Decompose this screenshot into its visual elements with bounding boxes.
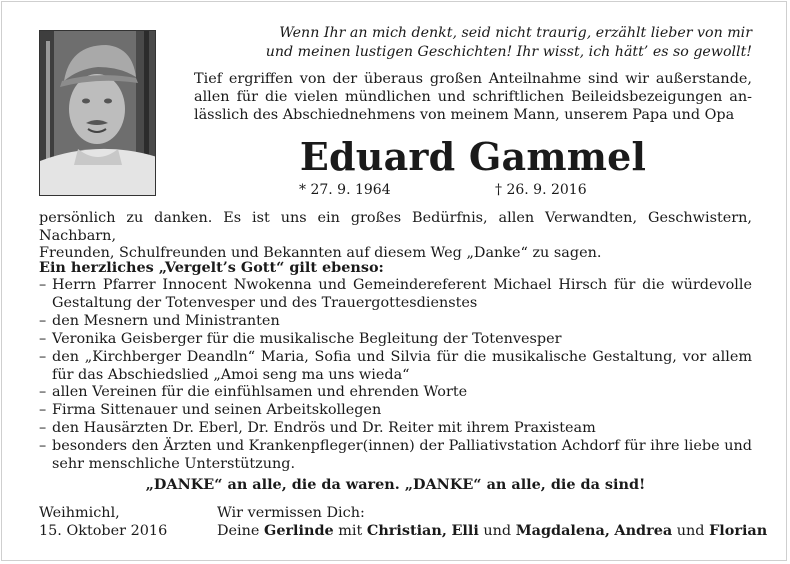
intro-line: Tief ergriffen von der überaus großen Anteilnahme sind wir außerstande, [194, 71, 752, 87]
list-item: – Herrn Pfarrer Innocent Nwokenna und Gemeindereferent Michael Hirsch für die würdevolle Gestaltung der Totenvesper und des Trauergottesdienstes [39, 277, 752, 313]
portrait-photo [39, 30, 156, 196]
sig-name: Elli [451, 522, 479, 539]
paragraph-line: Freunden, Schulfreunden und Bekannten auf diesem Weg „Danke“ zu sagen. [39, 245, 602, 261]
signature-intro: Wir vermissen Dich: [217, 505, 365, 521]
intro-text [194, 70, 752, 124]
motto-line: und meinen lustigen Geschichten! Ihr wisst, ich hätt’ es so gewollt! [265, 44, 752, 60]
sig-word: mit [338, 523, 363, 539]
closing-thanks: „DANKE“ an alle, die da waren. „DANKE“ an alle, die da sind! [145, 476, 646, 493]
sig-name: Florian [709, 522, 768, 539]
sig-word: Deine [217, 523, 260, 539]
sig-name: Gerlinde [264, 522, 334, 539]
thanks-paragraph [39, 210, 752, 263]
list-item: – Firma Sittenauer und seinen Arbeitskollegen [39, 402, 752, 420]
sig-word: und [483, 523, 512, 539]
deceased-name: Eduard Gammel [299, 134, 647, 179]
signature-names [217, 522, 767, 540]
vergelts-gott-heading: Ein herzliches „Vergelt’s Gott“ gilt ebenso: [39, 259, 384, 276]
motto [200, 24, 752, 62]
list-item: – den Hausärzten Dr. Eberl, Dr. Endrös und Dr. Reiter mit ihrem Praxisteam [39, 420, 752, 438]
sig-name: Magdalena, [515, 522, 610, 539]
life-dates [194, 182, 752, 202]
motto-line: Wenn Ihr an mich denkt, seid nicht traurig, erzählt lieber von mir [279, 25, 752, 41]
paragraph-line: persönlich zu danken. Es ist uns ein großes Bedürfnis, allen Verwandten, Geschwistern, Nachbarn, [39, 210, 752, 244]
sig-word: und [676, 523, 705, 539]
death-date: † 26. 9. 2016 [495, 182, 587, 198]
date: 15. Oktober 2016 [39, 523, 168, 539]
intro-line: lässlich des Abschiednehmens von meinem Mann, unserem Papa und Opa [194, 107, 735, 123]
sig-name: Christian, [366, 522, 447, 539]
list-item: – besonders den Ärzten und Krankenpfleger(innen) der Palliativstation Achdorf für ihre liebe und sehr menschliche Unterstützung. [39, 438, 752, 474]
intro-line: allen für die vielen mündlichen und schriftlichen Beileidsbezeigungen an- [194, 89, 752, 105]
place-and-date [39, 504, 167, 540]
signature [217, 504, 767, 540]
list-item: – den Mesnern und Ministranten [39, 313, 752, 331]
place: Weihmichl, [39, 505, 120, 521]
list-item: – allen Vereinen für die einfühlsamen und ehrenden Worte [39, 384, 752, 402]
thanks-list [39, 277, 752, 474]
list-item: – den „Kirchberger Deandln“ Maria, Sofia und Silvia für die musikalische Gestaltung, vor allem für das Abschiedslied „Amoi seng ma uns wieda“ [39, 349, 752, 385]
list-item: – Veronika Geisberger für die musikalische Begleitung der Totenvesper [39, 331, 752, 349]
sig-name: Andrea [614, 522, 673, 539]
birth-date: * 27. 9. 1964 [299, 182, 391, 198]
